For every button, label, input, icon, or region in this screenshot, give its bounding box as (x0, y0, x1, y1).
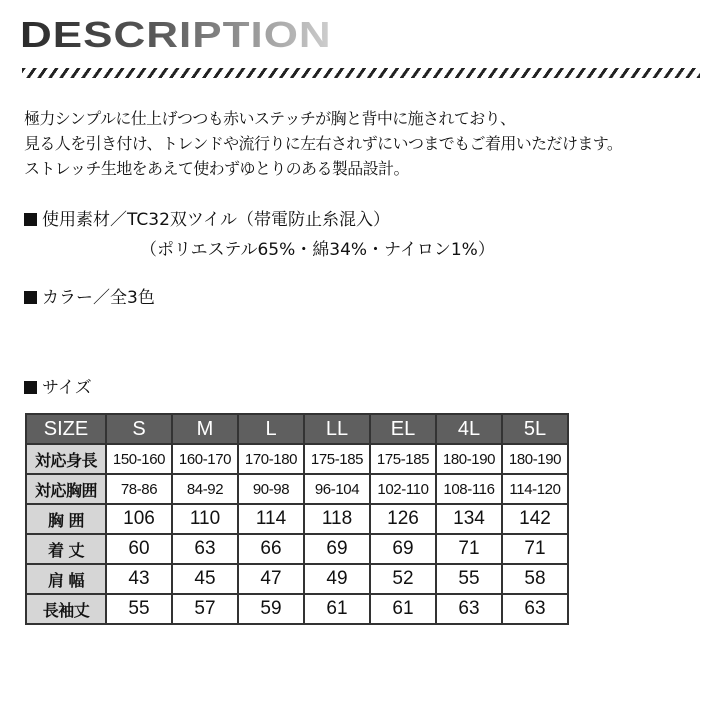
row-label: 長袖丈 (26, 594, 106, 624)
description-text (24, 106, 704, 181)
size-header-row (26, 414, 568, 444)
table-cell: 49 (304, 564, 370, 594)
row-label: 肩 幅 (26, 564, 106, 594)
size-column-header: S (106, 414, 172, 444)
material-spec (24, 208, 390, 232)
row-label: 対応胸囲 (26, 474, 106, 504)
table-cell: 126 (370, 504, 436, 534)
table-cell: 134 (436, 504, 502, 534)
size-column-header: 5L (502, 414, 568, 444)
table-cell: 170-180 (238, 444, 304, 474)
size-column-header: EL (370, 414, 436, 444)
table-cell: 63 (502, 594, 568, 624)
table-cell: 71 (436, 534, 502, 564)
size-column-header: LL (304, 414, 370, 444)
page-title: DESCRIPTION (20, 14, 332, 55)
table-cell: 102-110 (370, 474, 436, 504)
material-label: 使用素材／TC32双ツイル（帯電防止糸混入） (42, 210, 391, 230)
table-cell: 69 (370, 534, 436, 564)
table-cell: 57 (172, 594, 238, 624)
table-cell: 180-190 (502, 444, 568, 474)
table-cell: 84-92 (172, 474, 238, 504)
row-label: 対応身長 (26, 444, 106, 474)
row-label: 着 丈 (26, 534, 106, 564)
table-cell: 106 (106, 504, 172, 534)
square-bullet-icon (24, 381, 37, 394)
table-cell: 142 (502, 504, 568, 534)
row-label: 胸 囲 (26, 504, 106, 534)
table-cell: 110 (172, 504, 238, 534)
table-row (26, 564, 568, 594)
table-cell: 52 (370, 564, 436, 594)
table-cell: 150-160 (106, 444, 172, 474)
size-column-header: L (238, 414, 304, 444)
table-row (26, 474, 568, 504)
table-cell: 180-190 (436, 444, 502, 474)
table-cell: 69 (304, 534, 370, 564)
color-label: カラー／全3色 (42, 288, 155, 308)
table-cell: 108-116 (436, 474, 502, 504)
table-cell: 61 (304, 594, 370, 624)
size-heading-label: サイズ (42, 378, 92, 398)
table-cell: 118 (304, 504, 370, 534)
table-cell: 114-120 (502, 474, 568, 504)
size-header-label: SIZE (26, 414, 106, 444)
table-cell: 175-185 (304, 444, 370, 474)
table-cell: 55 (106, 594, 172, 624)
table-cell: 90-98 (238, 474, 304, 504)
table-cell: 58 (502, 564, 568, 594)
table-cell: 63 (172, 534, 238, 564)
table-cell: 96-104 (304, 474, 370, 504)
table-cell: 45 (172, 564, 238, 594)
table-cell: 66 (238, 534, 304, 564)
table-row (26, 534, 568, 564)
table-cell: 71 (502, 534, 568, 564)
table-cell: 78-86 (106, 474, 172, 504)
table-cell: 160-170 (172, 444, 238, 474)
stripe-divider (22, 68, 700, 78)
description-line: ストレッチ生地をあえて使わずゆとりのある製品設計。 (24, 159, 409, 178)
table-cell: 114 (238, 504, 304, 534)
table-row (26, 444, 568, 474)
size-table (25, 413, 569, 625)
description-line: 極力シンプルに仕上げつつも赤いステッチが胸と背中に施されており、 (24, 109, 516, 128)
table-row (26, 594, 568, 624)
square-bullet-icon (24, 213, 37, 226)
table-cell: 55 (436, 564, 502, 594)
table-cell: 61 (370, 594, 436, 624)
table-cell: 63 (436, 594, 502, 624)
table-cell: 47 (238, 564, 304, 594)
size-column-header: M (172, 414, 238, 444)
square-bullet-icon (24, 291, 37, 304)
table-cell: 59 (238, 594, 304, 624)
table-cell: 43 (106, 564, 172, 594)
material-composition: （ポリエステル65%・綿34%・ナイロン1%） (140, 240, 495, 260)
table-cell: 175-185 (370, 444, 436, 474)
table-row (26, 504, 568, 534)
color-spec (24, 286, 155, 310)
size-heading (24, 376, 92, 400)
table-cell: 60 (106, 534, 172, 564)
size-column-header: 4L (436, 414, 502, 444)
description-line: 見る人を引き付け、トレンドや流行りに左右されずにいつまでもご着用いただけます。 (24, 134, 623, 153)
